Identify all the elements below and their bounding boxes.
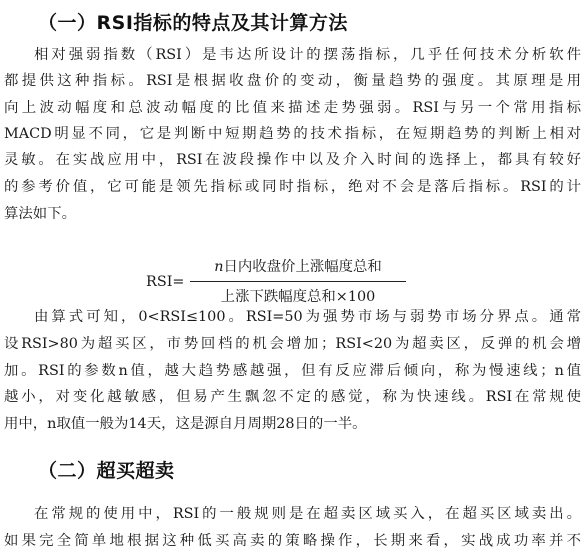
paragraph-line: 设RSI>80为超买区，市势回档的机会增加；RSI<20为超卖区，反弹的机会增 xyxy=(4,336,581,352)
paragraph-line: 向上波动幅度和总波动幅度的比值来描述走势强弱。RSI与另一个常用指标 xyxy=(4,100,581,116)
paragraph-line: 加。RSI的参数n值，越大趋势感越强，但有反应滞后倾向，称为慢速线；n值 xyxy=(4,363,581,379)
formula-lhs: RSI= xyxy=(146,274,185,290)
section-heading-rsi-features: （一）RSI指标的特点及其计算方法 xyxy=(38,12,348,34)
paragraph-line: 在常规的使用中，RSI的一般规则是在超卖区域买入，在超买区域卖出。 xyxy=(34,506,581,522)
formula-numerator-text: 日内收盘价上涨幅度总和 xyxy=(223,259,382,275)
paragraph-line: 如果完全简单地根据这种低买高卖的策略操作，长期来看，实战成功率并不 xyxy=(4,533,581,549)
paragraph-line: 算法如下。 xyxy=(4,206,76,222)
paragraph-line: 灵敏。在实战应用中，RSI在波段操作中以及介入时间的选择上，都具有较好 xyxy=(4,152,581,168)
formula-denominator: 上涨下跌幅度总和×100 xyxy=(220,289,376,305)
section-heading-overbought-oversold: （二）超买超卖 xyxy=(38,460,175,482)
paragraph-line: 用中，n取值一般为14天，这是源自月周期28日的一半。 xyxy=(4,416,367,432)
formula-fraction xyxy=(190,257,406,307)
paragraph-line: 的参考价值，它可能是领先指标或同时指标，绝对不会是落后指标。RSI的计 xyxy=(4,179,581,195)
paragraph-line: 越小，对变化越敏感，但易产生飘忽不定的感觉，称为快速线。RSI在常规使 xyxy=(4,389,581,405)
formula-numerator-variable: n xyxy=(214,259,224,275)
paragraph-line: 由算式可知，0<RSI≤100。RSI=50为强势市场与弱势市场分界点。通常 xyxy=(34,309,581,325)
paragraph-line: MACD明显不同，它是判断中短期趋势的技术指标，在短期趋势的判断上相对 xyxy=(4,126,581,142)
formula-numerator xyxy=(190,257,406,277)
paragraph-line: 相对强弱指数（RSI）是韦达所设计的摆荡指标，几乎任何技术分析软件 xyxy=(34,47,581,63)
fraction-bar xyxy=(190,281,406,282)
paragraph-line: 都提供这种指标。RSI是根据收盘价的变动，衡量趋势的强度。其原理是用 xyxy=(4,73,581,89)
